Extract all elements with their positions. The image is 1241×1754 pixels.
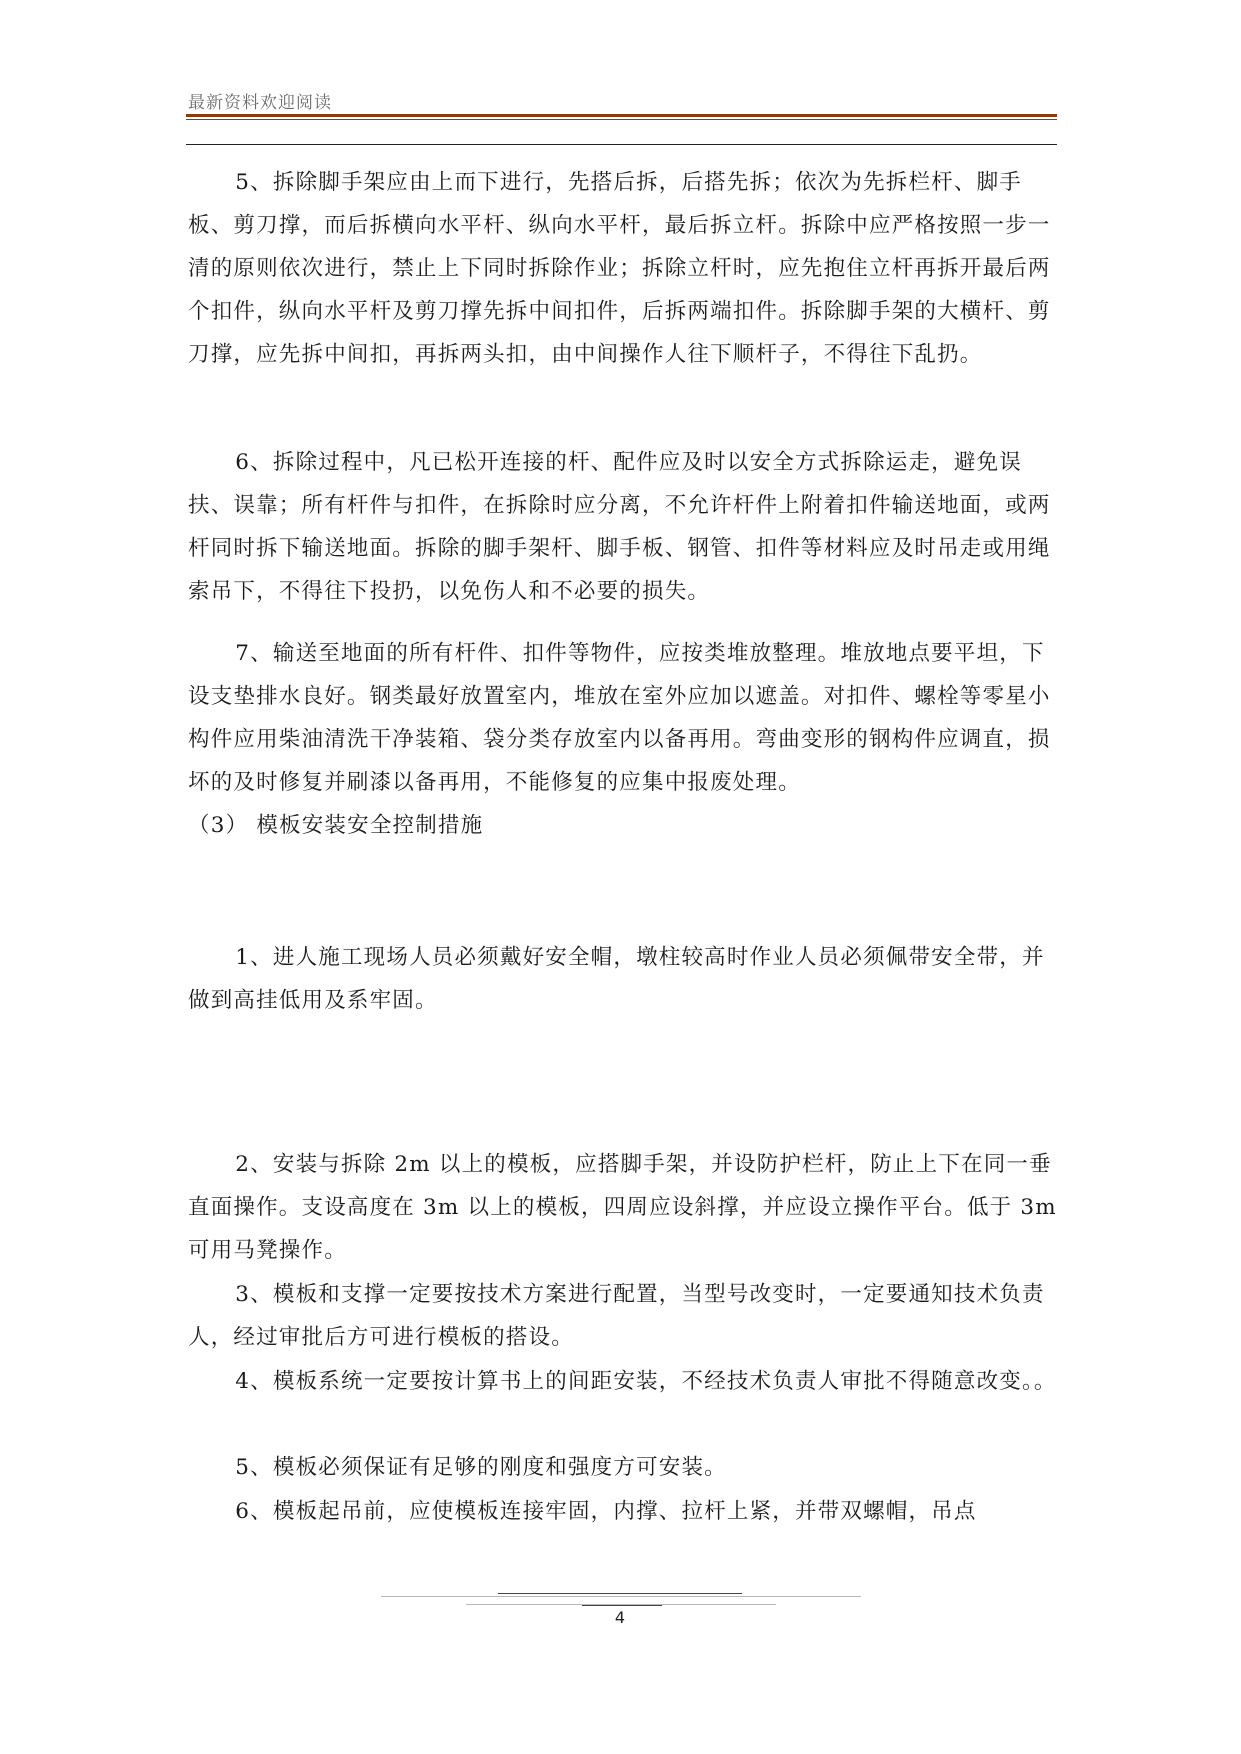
paragraph-5-rigidity: 5、模板必须保证有足够的刚度和强度方可安装。 <box>235 1455 727 1480</box>
footer-line-top <box>498 1593 742 1594</box>
section-heading-formwork: （3） 模板安装安全控制措施 <box>188 813 484 838</box>
page-header-text: 最新资料欢迎阅读 <box>188 93 332 113</box>
header-divider-thick <box>186 114 1057 117</box>
footer-line-short <box>582 1605 662 1606</box>
paragraph-7-material-storage: 7、输送至地面的所有杆件、扣件等物件，应按类堆放整理。堆放地点要平坦，下设支垫排水良好。钢类最好放置室内，堆放在室外应加以遮盖。对扣件、螺栓等零星小构件应用柴油清洗干净装箱、袋分类存放室内以备再用。弯曲变形的钢构件应调直，损坏的及时修复并刷漆以备再用，不能修复的应集中报废处理。 <box>188 641 1051 795</box>
content-top-divider <box>186 144 1057 145</box>
paragraph-1-safety-helmet: 1、进人施工现场人员必须戴好安全帽，墩柱较高时作业人员必须佩带安全带，并做到高挂低用及系牢固。 <box>188 945 1045 1013</box>
paragraph-5-scaffold-removal: 5、拆除脚手架应由上而下进行，先搭后拆，后搭先拆；依次为先拆栏杆、脚手板、剪刀撑，而后拆横向水平杆、纵向水平杆，最后拆立杆。拆除中应严格按照一步一清的原则依次进行，禁止上下同时拆除作业；拆除立杆时，应先抱住立杆再拆开最后两个扣件，纵向水平杆及剪刀撑先拆中间扣件，后拆两端扣件。拆除脚手架的大横杆、剪刀撑，应先拆中间扣，再拆两头扣，由中间操作人往下顺杆子，不得往下乱扔。 <box>188 170 1051 367</box>
page-number: 4 <box>614 1608 626 1627</box>
paragraph-6-lifting: 6、模板起吊前，应使模板连接牢固，内撑、拉杆上紧，并带双螺帽，吊点 <box>235 1499 977 1524</box>
paragraph-4-spacing: 4、模板系统一定要按计算书上的间距安装，不经技术负责人审批不得随意改变。。 <box>235 1369 1057 1394</box>
paragraph-6-removal-process: 6、拆除过程中，凡已松开连接的杆、配件应及时以安全方式拆除运走，避免误扶、误靠；所有杆件与扣件，在拆除时应分离，不允许杆件上附着扣件输送地面，或两杆同时拆下输送地面。拆除的脚手架杆、脚手板、钢管、扣件等材料应及时吊走或用绳索吊下，不得往下投扔，以免伤人和不必要的损失。 <box>188 450 1051 604</box>
paragraph-2-scaffold-height: 2、安装与拆除 2m 以上的模板，应搭脚手架，并设防护栏杆，防止上下在同一垂直面操作。支设高度在 3m 以上的模板，四周应设斜撑，并应设立操作平台。低于 3m 可用马凳操作。 <box>188 1152 1057 1263</box>
header-divider-thin <box>186 119 1057 120</box>
footer-line-wide <box>381 1596 861 1597</box>
paragraph-3-technical-plan: 3、模板和支撑一定要按技术方案进行配置，当型号改变时，一定要通知技术负责人，经过审批后方可进行模板的搭设。 <box>188 1282 1045 1350</box>
